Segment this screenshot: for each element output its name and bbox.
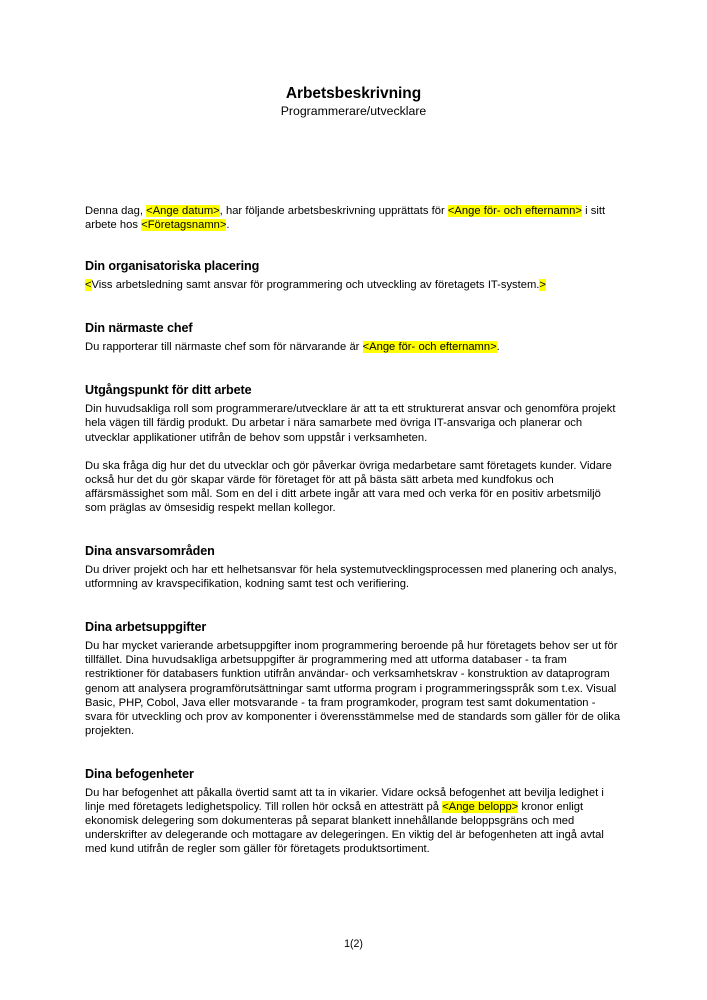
placering-text: Viss arbetsledning samt ansvar för programmering och utveckling av företagets IT-system.	[91, 279, 540, 292]
placeholder-date: <Ange datum>	[146, 205, 220, 217]
spacer	[85, 232, 621, 259]
section-body-chef	[85, 340, 621, 354]
intro-text-1: Denna dag,	[85, 205, 147, 217]
page-subtitle: Programmerare/utvecklare	[280, 104, 427, 119]
spacer	[85, 292, 621, 321]
page-title: Arbetsbeskrivning	[285, 85, 422, 102]
intro-paragraph	[85, 204, 621, 232]
section-body-placering	[85, 278, 621, 292]
spacer	[85, 515, 621, 544]
document-title-block	[0, 84, 707, 120]
page-number: 1(2)	[344, 938, 363, 950]
section-heading-arbetsuppgifter: Dina arbetsuppgifter	[85, 620, 207, 635]
section-heading-ansvarsomraden: Dina ansvarsområden	[85, 544, 215, 559]
befogenheter-text-2: kronor enligt ekonomisk delegering som dokumenteras på separat blankett innehållande beloppsgräns och med underskrifter av delegerande och mottagare av delegeringen. En viktig del är befogenheten att ingå avtal med kund utifrån de regler som gäller för företagets produktsortiment.	[85, 800, 604, 856]
placeholder-amount: <Ange belopp>	[442, 800, 519, 813]
section-heading-utgangspunkt: Utgångspunkt för ditt arbete	[85, 383, 252, 398]
chef-text-2: .	[496, 341, 500, 354]
section-heading-placering: Din organisatoriska placering	[85, 259, 260, 274]
page-footer	[0, 938, 707, 951]
section-body-ansvarsomraden: Du driver projekt och har ett helhetsansvar för hela systemutvecklingsprocessen med planering och analys, utformning av kravspecifikation, kodning samt test och verifiering.	[85, 564, 617, 591]
placeholder-company-name: <Företagsnamn>	[141, 219, 227, 232]
placeholder-bracket-close: >	[539, 279, 546, 292]
section-body-utgangspunkt-1: Din huvudsakliga roll som programmerare/utvecklare är att ta ett strukturerat ansvar och genomföra projekt hela vägen till färdig produkt. Du arbetar i nära samarbete med övriga IT-ansvariga och planerar och utvecklar applikationer utifrån de behov som uppstår i verksamheten.	[85, 403, 616, 444]
section-heading-chef: Din närmaste chef	[85, 321, 193, 336]
intro-text-4: .	[226, 219, 230, 232]
section-body-befogenheter	[85, 786, 621, 856]
placeholder-employee-name: <Ange för- och efternamn>	[447, 205, 582, 217]
intro-text-2: , har följande arbetsbeskrivning upprättats för	[219, 205, 448, 217]
chef-text-1: Du rapporterar till närmaste chef som för närvarande är	[85, 341, 363, 354]
spacer	[85, 738, 621, 767]
intro-text-3: i sitt arbete hos	[85, 205, 606, 232]
placeholder-manager-name: <Ange för- och efternamn>	[362, 341, 497, 354]
spacer	[85, 354, 621, 383]
spacer	[85, 445, 621, 459]
spacer	[85, 591, 621, 620]
document-body	[85, 204, 621, 856]
section-body-utgangspunkt-2: Du ska fråga dig hur det du utvecklar och gör påverkar övriga medarbetare samt företagets kunder. Vidare också hur det du gör skapar värde för företaget för att på bästa sätt arbeta med kundfokus och affärsmässighet som mål. Som en del i ditt arbete ingår att vara med och verka för en positiv arbetsmiljö som präglas av ömsesidig respekt mellan kollegor.	[85, 459, 612, 514]
placeholder-bracket-open: <	[85, 279, 92, 292]
befogenheter-text-1: Du har befogenhet att påkalla övertid samt att ta in vikarier. Vidare också befogenhet att bevilja ledighet i linje med företagets ledighetspolicy. Till rollen hör också en attesträtt på	[85, 786, 604, 813]
section-body-arbetsuppgifter: Du har mycket varierande arbetsuppgifter inom programmering beroende på hur företagets behov ser ut för tillfället. Dina huvudsakliga arbetsuppgifter är programmering med att utforma databaser - ta fram restriktioner för databasers funktion utifrån användar- och verksamhetskrav - konstruktion av dataprogram genom att analysera programförutsättningar samt utforma program i programmeringsspråk som t.ex. Visual Basic, PHP, Cobol, Java eller motsvarande - ta fram programkoder, program test samt dokumentation - svara för utveckling och prov av komponenter i överensstämmelse med de standards som gäller för de olika projekten.	[85, 640, 621, 737]
section-heading-befogenheter: Dina befogenheter	[85, 766, 194, 781]
